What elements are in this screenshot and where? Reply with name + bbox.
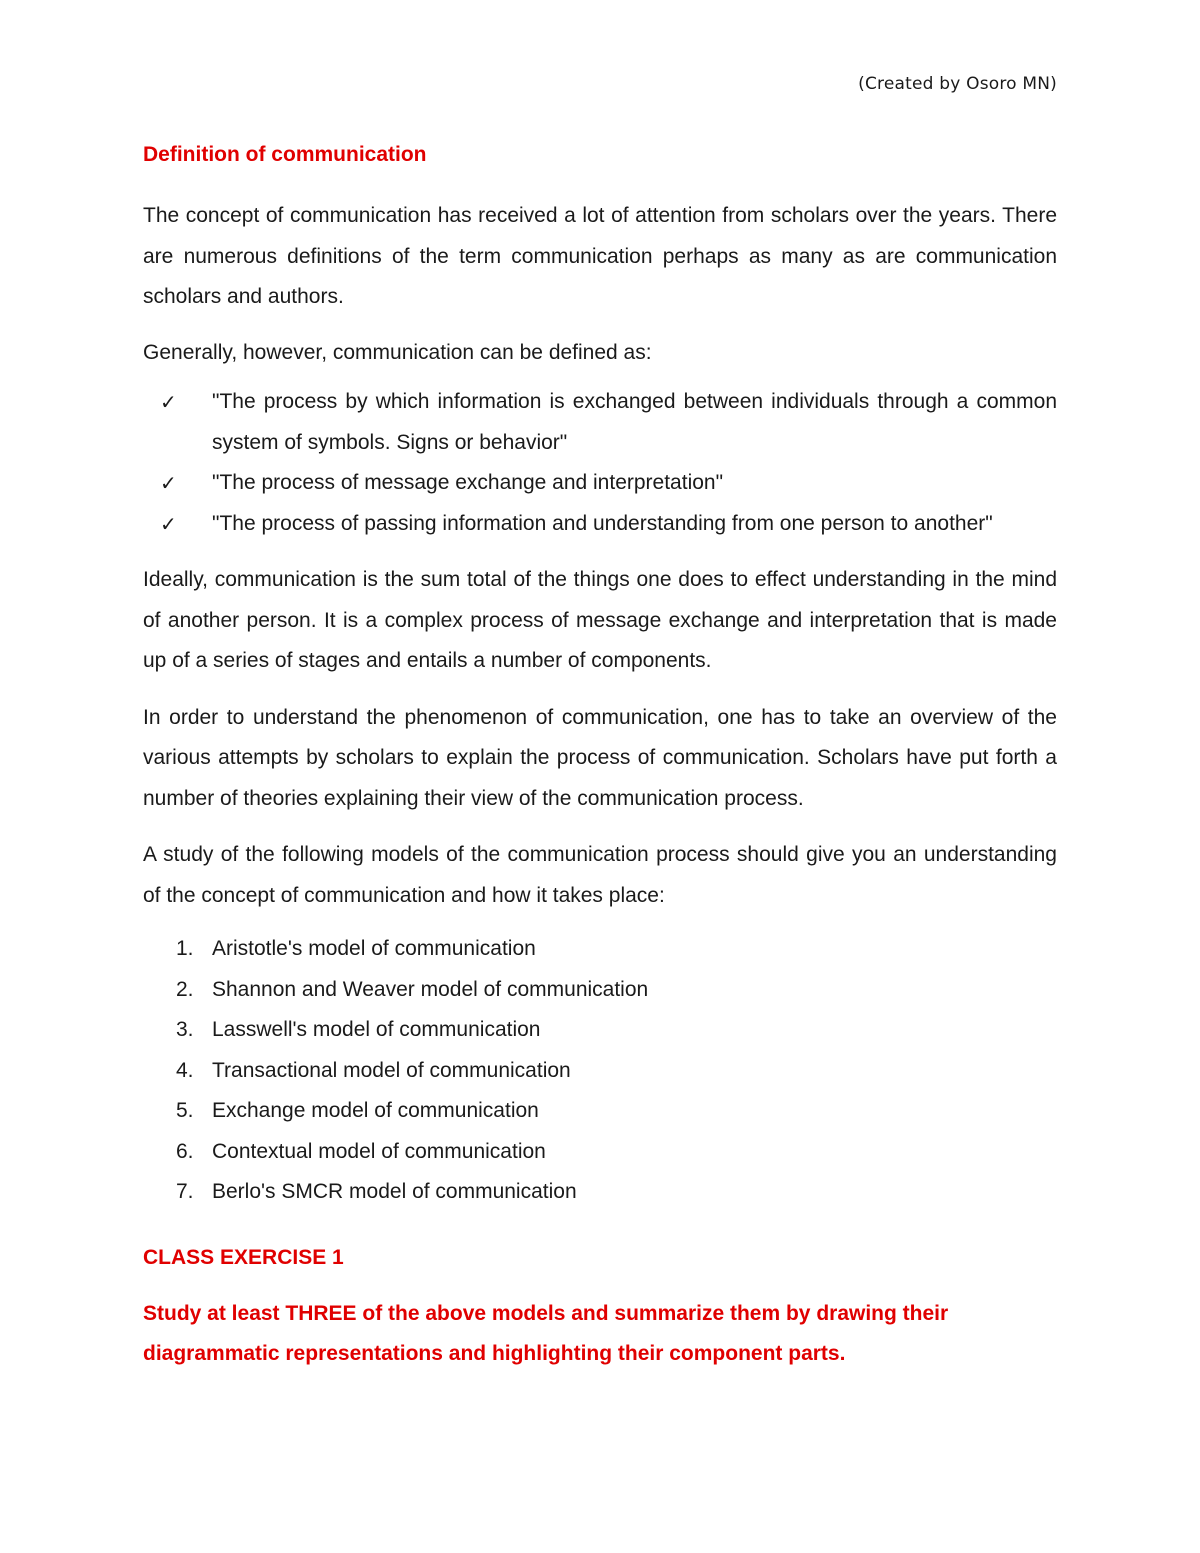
list-item bbox=[143, 382, 1057, 463]
ideally-paragraph: Ideally, communication is the sum total of the things one does to effect understanding in the mind of another person. It is a complex process of message exchange and interpretation that is made up of a series of stages and entails a number of components. bbox=[143, 568, 1057, 672]
intro-paragraph: The concept of communication has received a lot of attention from scholars over the years. There are numerous definitions of the term communication perhaps as many as are communication scholars and authors. bbox=[143, 204, 1057, 308]
check-icon: ✓ bbox=[160, 390, 177, 414]
check-icon: ✓ bbox=[160, 511, 177, 536]
models-list bbox=[143, 929, 1057, 1213]
list-item bbox=[143, 463, 1057, 504]
order-paragraph: In order to understand the phenomenon of communication, one has to take an overview of the various attempts by scholars to explain the process of communication. Scholars have put forth a number of theories explaining their view of the communication process. bbox=[143, 705, 1057, 810]
model-label: Lasswell's model of communication bbox=[212, 1018, 541, 1041]
definition-text: "The process of passing information and understanding from one person to another" bbox=[212, 511, 993, 535]
list-item bbox=[143, 970, 1057, 1011]
model-label: Transactional model of communication bbox=[212, 1058, 571, 1082]
list-number: 3. bbox=[176, 1018, 194, 1041]
list-number: 6. bbox=[176, 1139, 194, 1163]
definition-text: "The process of message exchange and interpretation" bbox=[212, 471, 724, 494]
list-number: 2. bbox=[176, 977, 194, 1001]
lead-in-paragraph: Generally, however, communication can be defined as: bbox=[143, 340, 652, 364]
section-title: Definition of communication bbox=[143, 143, 427, 166]
list-item bbox=[143, 1172, 1057, 1213]
list-number: 4. bbox=[176, 1058, 194, 1082]
study-paragraph: A study of the following models of the communication process should give you an understanding of the concept of communication and how it takes place: bbox=[143, 843, 1057, 907]
check-icon: ✓ bbox=[160, 471, 177, 495]
list-item bbox=[143, 1051, 1057, 1092]
definition-text: "The process by which information is exchanged between individuals through a common system of symbols. Signs or behavior" bbox=[212, 390, 1057, 454]
model-label: Exchange model of communication bbox=[212, 1099, 539, 1122]
exercise-title: CLASS EXERCISE 1 bbox=[143, 1245, 344, 1269]
definitions-list bbox=[143, 382, 1057, 544]
model-label: Contextual model of communication bbox=[212, 1139, 546, 1163]
list-item bbox=[143, 1010, 1057, 1051]
list-number: 5. bbox=[176, 1099, 194, 1122]
model-label: Aristotle's model of communication bbox=[212, 937, 536, 960]
author-note: (Created by Osoro MN) bbox=[858, 74, 1057, 94]
document-body bbox=[143, 140, 1057, 1375]
list-item bbox=[143, 1132, 1057, 1173]
model-label: Shannon and Weaver model of communication bbox=[212, 977, 649, 1001]
list-number: 1. bbox=[176, 937, 194, 960]
model-label: Berlo's SMCR model of communication bbox=[212, 1180, 577, 1203]
exercise-instruction: Study at least THREE of the above models and summarize them by drawing their diagrammatic representations and highlighting their component parts. bbox=[143, 1301, 949, 1365]
list-item bbox=[143, 929, 1057, 970]
list-item bbox=[143, 504, 1057, 545]
list-number: 7. bbox=[176, 1180, 194, 1203]
list-item bbox=[143, 1091, 1057, 1132]
